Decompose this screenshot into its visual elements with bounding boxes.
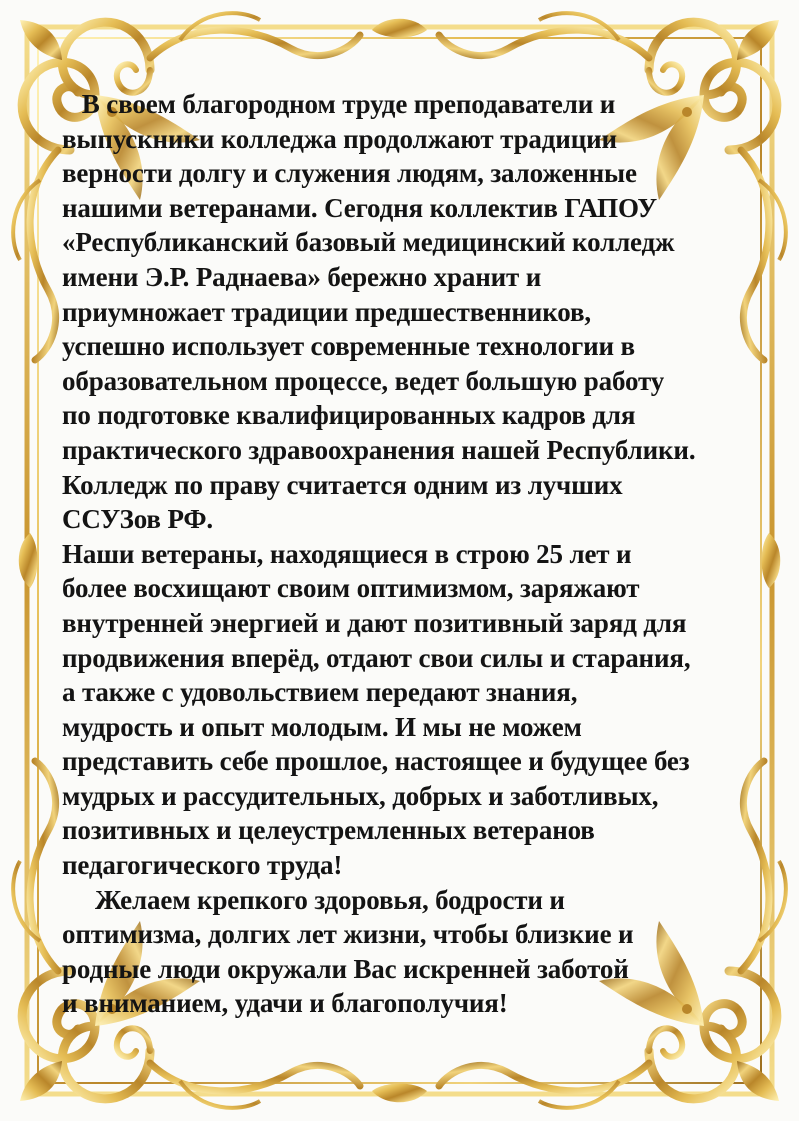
text-line: В своем благородном труде преподаватели и [62, 89, 616, 119]
text-line: верности долгу и служения людям, заложенные [62, 158, 637, 189]
text-line: позитивных и целеустремленных ветеранов [62, 815, 595, 846]
text-line: приумножает традиции предшественников, [62, 296, 591, 327]
text-line: нашими ветеранами. Сегодня коллектив ГАПОУ [62, 192, 658, 223]
text-line: оптимизма, долгих лет жизни, чтобы близкие и [62, 919, 634, 950]
text-line: Желаем крепкого здоровья, бодрости и [62, 884, 565, 915]
text-line: ССУЗов РФ. [62, 504, 213, 535]
text-line: успешно использует современные технологии в [62, 331, 635, 362]
text-line: образовательном процессе, ведет большую работу [62, 365, 665, 396]
text-line: и вниманием, удачи и благополучия! [62, 988, 508, 1019]
greeting-text [62, 87, 782, 1021]
text-line: по подготовке квалифицированных кадров для [62, 400, 636, 431]
text-line: продвижения вперёд, отдают свои силы и старания, [62, 642, 691, 673]
text-line: имени Э.Р. Раднаева» бережно хранит и [62, 261, 542, 292]
text-line: представить себе прошлое, настоящее и будущее без [62, 746, 690, 777]
text-line: внутренней энергией и дают позитивный заряд для [62, 607, 687, 638]
text-line: родные люди окружали Вас искренней заботой [62, 953, 629, 984]
text-line: «Республиканский базовый медицинский колледж [62, 227, 675, 258]
text-line: мудрых и рассудительных, добрых и заботливых, [62, 780, 659, 811]
text-line: мудрость и опыт молодым. И мы не можем [62, 711, 582, 742]
text-line: а также с удовольствием передают знания, [62, 677, 578, 708]
text-line: практического здравоохранения нашей Республики. [62, 434, 696, 465]
text-line: выпускники колледжа продолжают традиции [62, 123, 617, 154]
text-line: Колледж по праву считается одним из лучших [62, 469, 623, 500]
text-line: Наши ветераны, находящиеся в строю 25 лет и [62, 538, 632, 569]
text-line: более восхищают своим оптимизмом, заряжают [62, 573, 640, 604]
text-line: педагогического труда! [62, 850, 343, 881]
